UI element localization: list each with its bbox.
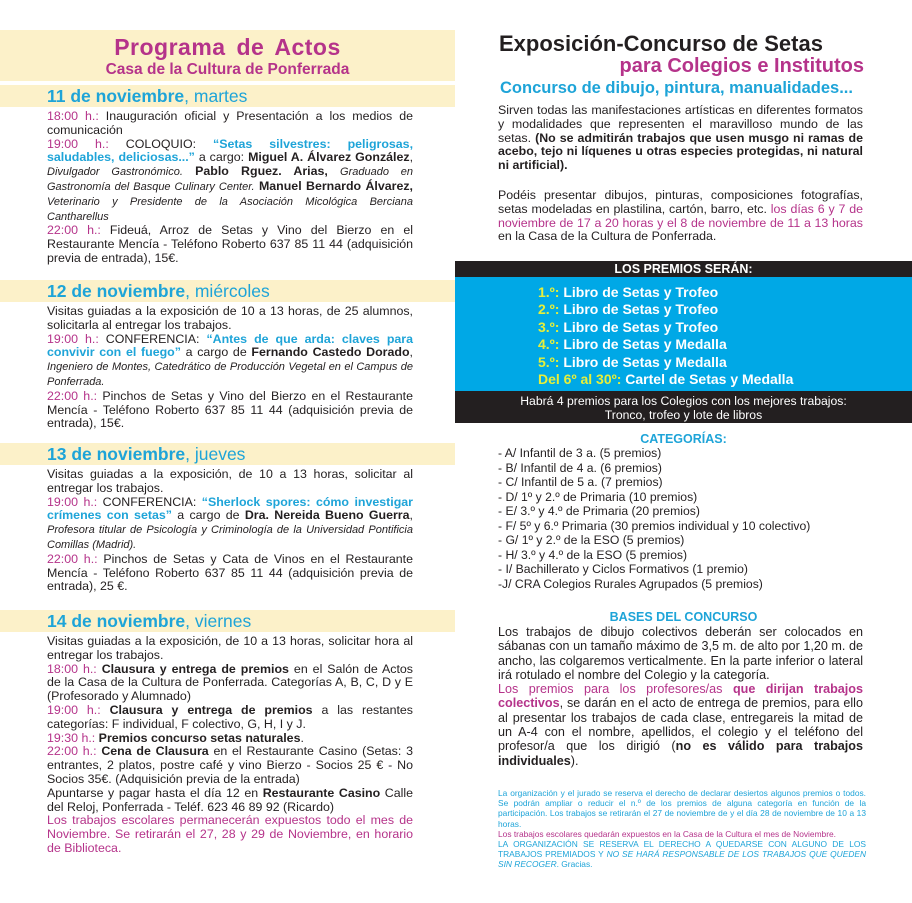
entry-text: Visitas guiadas a la exposición, de 10 a 13 horas, solicitar al entregar los trabajos. xyxy=(47,467,413,495)
prize-desc: Libro de Setas y Medalla xyxy=(559,353,727,370)
entry-text: Pinchos de Setas y Vino del Bierzo en el Restaurante Mencía - Teléfono Roberto 637 85 11 44 (adquisición previa de entrada), 15€. xyxy=(47,388,414,431)
rules-exception: no es válido para trabajos individuales xyxy=(498,739,864,768)
entry-bold: Premios concurso setas naturales xyxy=(95,730,301,745)
category-item: - C/ Infantil de 5 a. (7 premios) xyxy=(498,475,663,489)
prizes-list xyxy=(455,277,912,391)
prize-rank: Del 6º al 30º: xyxy=(538,371,622,388)
entry-text: Inauguración oficial y Presentación a los medios de comunicación xyxy=(47,109,413,137)
prize-rank: 4.º: xyxy=(538,336,560,353)
entry-label: CONFERENCIA: xyxy=(97,494,202,509)
contest-tagline: Concurso de dibujo, pintura, manualidades... xyxy=(500,79,853,97)
time-label: 19:30 h.: xyxy=(47,730,96,745)
speaker-name: Pablo Rguez. Arias, xyxy=(195,164,328,179)
intro-restriction: (No se admitirán trabajos que usen musgo ni ramas de acebo, tejo ni líquenes u otras especies protegidas, ni natural ni artificial). xyxy=(498,130,863,173)
entry-bold: Cena de Clausura xyxy=(96,744,209,759)
prize-desc: Libro de Setas y Trofeo xyxy=(559,301,719,318)
speaker-role: Divulgador Gastronómico. xyxy=(47,166,183,179)
entry-bold: Clausura y entrega de premios xyxy=(96,661,289,676)
speaker-name: Fernando Castedo Dorado xyxy=(251,345,410,360)
category-item: - B/ Infantil de 4 a. (6 premios) xyxy=(498,460,662,475)
contest-title: Exposición-Concurso de Setas xyxy=(499,31,823,56)
day-weekday: , martes xyxy=(184,86,248,106)
day-date: 13 de noviembre xyxy=(47,444,186,464)
category-item: - E/ 3.º y 4.º de Primaria (20 premios) xyxy=(498,504,700,518)
day-weekday: , viernes xyxy=(185,611,252,631)
speaker-role: Profesora titular de Psicología y Criminología de la Universidad Pontificia Comillas (Madrid). xyxy=(47,524,413,551)
entry-text: Apuntarse y pagar hasta el día 12 en xyxy=(47,785,263,800)
entry-text: Calle del Reloj, Ponferrada - Teléf. 623 46 89 92 (Ricardo) xyxy=(47,785,413,814)
day-14-content xyxy=(47,635,413,856)
note-text: LA ORGANIZACIÓN SE RESERVA EL DERECHO A QUEDARSE CON ALGUNO DE LOS TRABAJOS PREMIADOS Y xyxy=(498,839,866,860)
contest-intro xyxy=(498,104,863,173)
talk-title: “Sherlock spores: cómo investigar crímenes con setas” xyxy=(47,494,413,523)
program-subtitle: Casa de la Cultura de Ponferrada xyxy=(105,61,350,78)
day-weekday: , jueves xyxy=(185,444,246,464)
submission-place: en la Casa de la Cultura de Ponferrada. xyxy=(498,229,717,244)
talk-title: “Setas silvestres: peligrosas, saludables, deliciosas...” xyxy=(47,136,414,165)
speaker-role: Graduado en Gastronomía del Basque Culinary Center. xyxy=(47,166,414,193)
category-item: -J/ CRA Colegios Rurales Agrupados (5 premios) xyxy=(498,576,763,591)
entry-text: a las restantes categorías: F individual, F colectivo, G, H, I y J. xyxy=(47,702,413,731)
exhibition-note: Los trabajos escolares permanecerán expuestos todo el mes de Noviembre. Se retirarán el 27, 28 y 29 de Noviembre, en horario de Biblioteca. xyxy=(47,813,413,855)
category-item: - I/ Bachillerato y Ciclos Formativos (1 premio) xyxy=(498,562,748,576)
entry-text: en el Restaurante Casino (Setas: 3 entrantes, 2 platos, postre café y vino Bierzo - Socios 25 € - No Socios 35€. (Adquisición previa de la entrada) xyxy=(47,744,413,786)
note-text: . Gracias. xyxy=(556,859,593,870)
prize-rank: 5.º: xyxy=(538,353,560,370)
rules-text xyxy=(498,625,863,768)
prize-desc: Cartel de Setas y Medalla xyxy=(621,371,794,388)
submission-dates: los días 6 y 7 de noviembre de 17 a 20 horas y el 8 de noviembre de 11 a 13 horas xyxy=(498,201,863,230)
day-date: 12 de noviembre xyxy=(47,281,186,301)
prize-desc: Libro de Setas y Trofeo xyxy=(559,318,719,335)
prize-desc: Libro de Setas y Trofeo xyxy=(559,284,719,300)
rules-teacher-note: Los premios para los profesores/as xyxy=(498,682,733,697)
day-header-12 xyxy=(0,280,455,302)
day-weekday: , miércoles xyxy=(185,281,270,301)
entry-bold: Restaurante Casino xyxy=(262,785,381,800)
categories-heading: CATEGORÍAS: xyxy=(640,432,727,446)
category-item: - G/ 1º y 2.º de la ESO (5 premios) xyxy=(498,533,685,547)
category-item: - D/ 1º y 2.º de Primaria (10 premios) xyxy=(498,489,698,504)
day-13-content: Visitas guiadas a la exposición, de 10 a 13 horas, solicitar al entregar los trabajos. 19:00 h.: CONFERENCIA: “Sherlock spores: cómo investigar crímenes con setas” a cargo de Dra. Nereida Bueno Guerra, Profesora titular de Psicología y Criminología de la Universidad Pontificia Comillas (Madrid). 22:00 h.: Pinchos de Setas y Cata de Vinos en el Restaurante Mencía - Teléfono Roberto 637 85 11 44 (adquisición previa de entrada), 25 €. xyxy=(47,467,413,594)
categories-list xyxy=(498,446,810,591)
time-label: 19:00 h.: xyxy=(47,331,99,346)
prize-rank: 3.º: xyxy=(538,318,560,335)
prize-row xyxy=(538,319,912,336)
prize-row xyxy=(538,371,912,388)
speaker-name: Dra. Nereida Bueno Guerra xyxy=(244,508,410,523)
speaker-name: Miguel A. Álvarez González xyxy=(248,150,410,165)
category-item: - F/ 5º y 6.º Primaria (30 premios individual y 10 colectivo) xyxy=(498,518,811,533)
day-header-14 xyxy=(0,610,455,632)
program-column xyxy=(0,0,455,903)
prizes-heading: LOS PREMIOS SERÁN: xyxy=(455,261,912,277)
school-prizes-note xyxy=(455,391,912,423)
prize-desc: Libro de Setas y Medalla xyxy=(559,336,727,353)
time-label: 22:00 h.: xyxy=(47,388,98,403)
submission-text: Podéis presentar dibujos, pinturas, composiciones fotografías, setas modeladas en plastilina, cartón, barro, etc. xyxy=(498,188,863,216)
program-title: Programa de Actos xyxy=(114,34,341,60)
time-label: 22:00 h.: xyxy=(47,223,101,238)
day-date: 14 de noviembre xyxy=(47,611,186,631)
entry-label: CONFERENCIA: xyxy=(98,331,207,346)
entry-text: . xyxy=(300,730,304,745)
time-label: 19:00 h.: xyxy=(47,494,98,509)
entry-bold: Clausura y entrega de premios xyxy=(100,702,313,717)
contest-subtitle: para Colegios e Institutos xyxy=(619,55,864,77)
time-label: 19:00 h.: xyxy=(47,136,109,151)
time-label: 18:00 h.: xyxy=(47,661,97,676)
talk-title: “Antes de que arda: claves para convivir con el fuego” xyxy=(47,331,413,360)
note-text: Los trabajos escolares quedarán expuestos en la Casa de la Cultura el mes de Noviembre. xyxy=(498,828,836,839)
program-title-band xyxy=(0,30,455,81)
note-italic: NO SE HARÁ RESPONSABLE DE LOS TRABAJOS QUE QUEDEN SIN RECOGER xyxy=(498,849,866,870)
rules-heading: BASES DEL CONCURSO xyxy=(609,610,758,624)
day-11-content: 18:00 h.: Inauguración oficial y Presentación a los medios de comunicación 19:00 h.: COLOQUIO: “Setas silvestres: peligrosas, saludables, deliciosas...” a cargo: Miguel A. Álvarez González, Divulgador Gastronómico. Pablo Rguez. Arias, Graduado en Gastronomía del Basque Culinary Center. Manuel Bernardo Álvarez, Veterinario y Presidente de la Asociación Micológica Berciana Cantharellus 22:00 h.: Fideuá, Arroz de Setas y Vino del Bierzo en el Restaurante Mencía - Teléfono Roberto 637 85 11 44 (adquisición previa de entrada), 15€. xyxy=(47,109,414,265)
day-header-13 xyxy=(0,443,455,465)
rules-paragraph: ). xyxy=(570,753,579,768)
note-text: La organización y el jurado se reserva el derecho de declarar desiertos algunos premios o todos. Se podrán ampliar o reducir el n.º de los premios de alguna categoría en función de la participación. Los trabajos se retirarán el 27 de noviembre de y el día 28 de noviembre de 10 a 13 horas. xyxy=(498,788,866,829)
day-header-11 xyxy=(0,85,455,107)
organization-notes xyxy=(498,788,866,870)
rules-paragraph: Los trabajos de dibujo colectivos deberán ser colocados en sábanas con un tamaño máximo de 3,5 m. de alto por 1,20 m. de ancho, las colgaremos verticalmente. En la parte inferior o lateral irá rotulado el nombre del Colegio y la categoría. xyxy=(498,625,863,682)
prize-rank: 1.º: xyxy=(538,284,560,300)
category-item: - H/ 3.º y 4.º de la ESO (5 premios) xyxy=(498,547,688,562)
entry-label: COLOQUIO: xyxy=(108,136,214,151)
rules-paragraph: , se darán en el acto de entrega de premios, para ello al presentar los trabajos de cada clase, entregareis la mitad de un A-4 con el nombre, apellidos, el colegio y el teléfono del profesor/a que los dirigió ( xyxy=(498,696,863,754)
entry-text: a cargo: xyxy=(194,150,249,165)
school-prizes-line: Tronco, trofeo y lote de libros xyxy=(604,408,763,422)
entry-text: Visitas guiadas a la exposición de 10 a 13 horas, de 25 alumnos, solicitarla al entregar los trabajos. xyxy=(47,304,413,332)
entry-text: a cargo de xyxy=(171,508,245,523)
speaker-name: Manuel Bernardo Álvarez, xyxy=(258,178,413,193)
prize-row xyxy=(538,354,912,371)
day-date: 11 de noviembre xyxy=(47,86,185,106)
prize-row xyxy=(538,336,912,353)
speaker-role: Veterinario y Presidente de la Asociación Micológica Berciana Cantharellus xyxy=(47,195,413,223)
entry-text: Visitas guiadas a la exposición, de 10 a 13 horas, solicitar hora al entregar los trabajos. xyxy=(47,634,413,662)
entry-text: Fideuá, Arroz de Setas y Vino del Bierzo en el Restaurante Mencía - Teléfono Roberto 637 85 11 44 (adquisición previa de entrada), 15€. xyxy=(47,223,413,265)
prize-row xyxy=(538,301,912,318)
time-label: 22:00 h.: xyxy=(47,744,97,759)
category-item: - A/ Infantil de 3 a. (5 premios) xyxy=(498,446,662,460)
prize-row xyxy=(538,284,912,301)
rules-teacher-bold: que dirijan trabajos colectivos xyxy=(498,682,863,711)
time-label: 22:00 h.: xyxy=(47,551,98,566)
intro-text: Sirven todas las manifestaciones artísticas en diferentes formatos y modalidades que representen el maravilloso mundo de las setas. xyxy=(498,103,863,145)
speaker-role: Ingeniero de Montes, Catedrático de Producción Vegetal en el Campus de Ponferrada. xyxy=(47,361,413,388)
entry-text: en el Salón de Actos de la Casa de la Cultura de Ponferrada. Categorías A, B, C, D y E (Profesorado y Alumnado) xyxy=(47,661,414,704)
day-12-content: Visitas guiadas a la exposición de 10 a 13 horas, de 25 alumnos, solicitarla al entregar los trabajos. 19:00 h.: CONFERENCIA: “Antes de que arda: claves para convivir con el fuego” a cargo de Fernando Castedo Dorado, Ingeniero de Montes, Catedrático de Producción Vegetal en el Campus de Ponferrada. 22:00 h.: Pinchos de Setas y Vino del Bierzo en el Restaurante Mencía - Teléfono Roberto 637 85 11 44 (adquisición previa de entrada), 15€. xyxy=(47,304,414,431)
time-label: 18:00 h.: xyxy=(47,109,99,123)
prize-rank: 2.º: xyxy=(538,301,560,318)
school-prizes-line: Habrá 4 premios para los Colegios con los mejores trabajos: xyxy=(520,394,847,408)
entry-text: Pinchos de Setas y Cata de Vinos en el Restaurante Mencía - Teléfono Roberto 637 85 11 44 (adquisición previa de entrada), 25 €. xyxy=(47,551,413,594)
contest-submission xyxy=(498,189,863,244)
time-label: 19:00 h.: xyxy=(47,702,101,717)
contest-column xyxy=(455,0,912,903)
entry-text: a cargo de xyxy=(180,345,252,360)
